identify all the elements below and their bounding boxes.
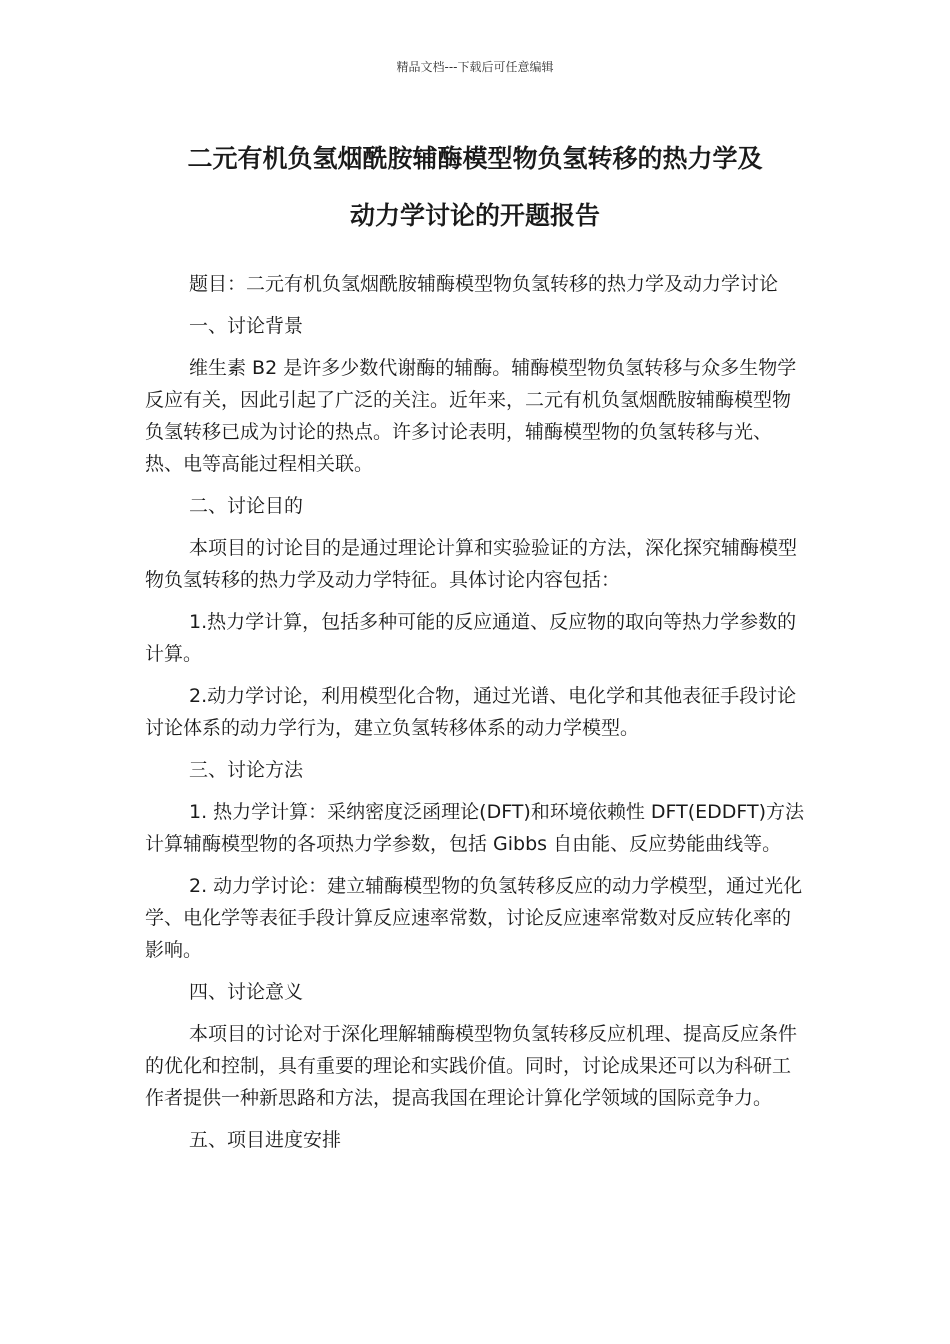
section-heading-significance: 四、讨论意义 (189, 981, 304, 1003)
background-paragraph: 维生素 B2 是许多少数代谢酶的辅酶。辅酶模型物负氢转移与众多生物学反应有关，因此引起了广泛的关注。近年来，二元有机负氢烟酰胺辅酶模型物负氢转移已成为讨论的热点。许多讨论表明，辅酶模型物的负氢转移与光、热、电等高能过程相关联。 (145, 357, 797, 475)
section-heading-schedule: 五、项目进度安排 (189, 1129, 342, 1151)
page-header-note: 精品文档---下载后可任意编辑 (396, 60, 554, 74)
methods-item-thermodynamics: 1. 热力学计算：采纳密度泛函理论(DFT)和环境依赖性 DFT(EDDFT)方法计算辅酶模型物的各项热力学参数，包括 Gibbs 自由能、反应势能曲线等。 (145, 801, 804, 855)
title-line-1: 二元有机负氢烟酰胺辅酶模型物负氢转移的热力学及 (187, 144, 763, 173)
document-body (145, 268, 807, 1166)
purpose-item-kinetics: 2.动力学讨论，利用模型化合物，通过光谱、电化学和其他表征手段讨论讨论体系的动力学行为，建立负氢转移体系的动力学模型。 (145, 685, 797, 739)
document-title (140, 130, 810, 244)
section-heading-background: 一、讨论背景 (189, 315, 304, 337)
methods-item-kinetics: 2. 动力学讨论：建立辅酶模型物的负氢转移反应的动力学模型，通过光化学、电化学等表征手段计算反应速率常数，讨论反应速率常数对反应转化率的影响。 (145, 875, 803, 961)
purpose-item-thermodynamics: 1.热力学计算，包括多种可能的反应通道、反应物的取向等热力学参数的计算。 (145, 611, 797, 665)
title-line-2: 动力学讨论的开题报告 (349, 201, 600, 230)
purpose-paragraph: 本项目的讨论目的是通过理论计算和实验验证的方法，深化探究辅酶模型物负氢转移的热力学及动力学特征。具体讨论内容包括： (145, 537, 798, 591)
significance-paragraph: 本项目的讨论对于深化理解辅酶模型物负氢转移反应机理、提高反应条件的优化和控制，具有重要的理论和实践价值。同时，讨论成果还可以为科研工作者提供一种新思路和方法，提高我国在理论计算化学领域的国际竞争力。 (145, 1023, 798, 1109)
section-heading-purpose: 二、讨论目的 (189, 495, 304, 517)
section-heading-methods: 三、讨论方法 (189, 759, 304, 781)
topic-paragraph: 题目：二元有机负氢烟酰胺辅酶模型物负氢转移的热力学及动力学讨论 (189, 273, 779, 295)
